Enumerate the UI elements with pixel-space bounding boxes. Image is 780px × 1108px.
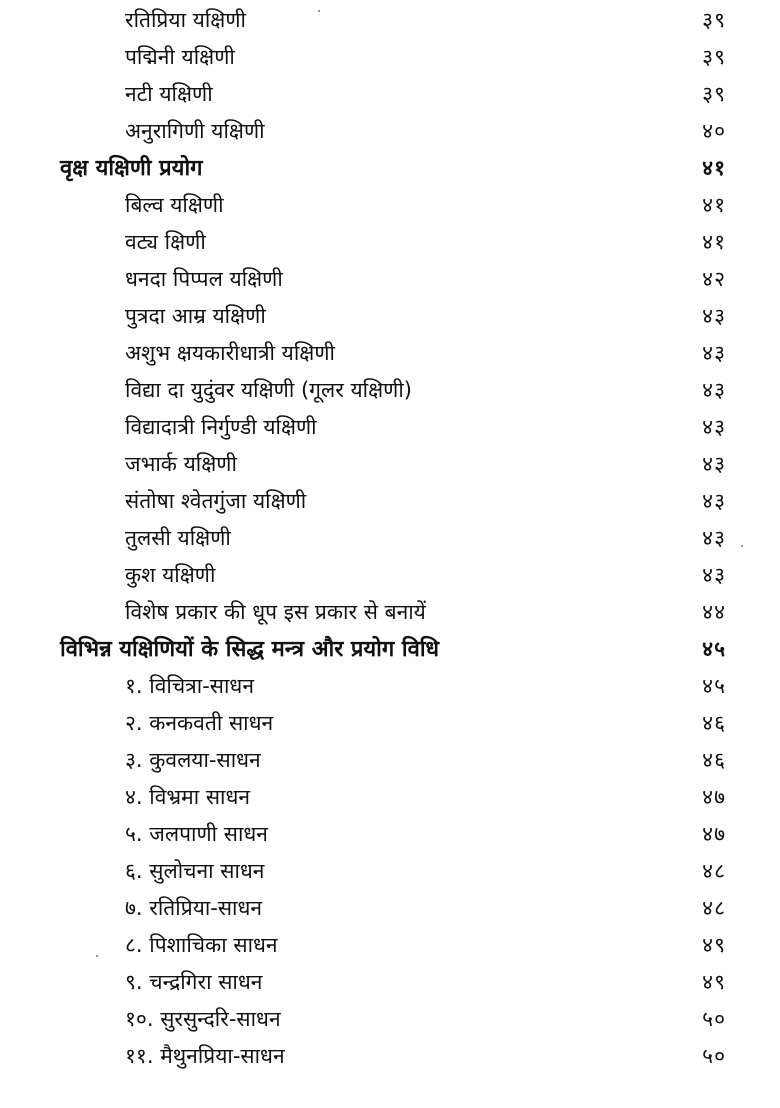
toc-entry xyxy=(0,409,780,446)
toc-entry-page-number: ४३ xyxy=(702,415,726,439)
toc-entry xyxy=(0,2,780,39)
toc-entry-page-number: ३९ xyxy=(702,8,726,32)
toc-section-heading xyxy=(0,631,780,668)
toc-entry-page-number: ४९ xyxy=(702,970,726,994)
toc-entry-title: विशेष प्रकार की धूप इस प्रकार से बनायें xyxy=(125,600,426,624)
toc-entry xyxy=(0,705,780,742)
toc-entry-page-number: ४१ xyxy=(702,193,726,217)
toc-entry-title: ३. कुवलया-साधन xyxy=(125,748,261,772)
toc-entry-page-number: ४८ xyxy=(702,896,726,920)
toc-entry-page-number: ४९ xyxy=(702,933,726,957)
toc-entry-page-number: ४३ xyxy=(702,378,726,402)
toc-entry-page-number: ४३ xyxy=(702,563,726,587)
toc-entry-title: जभार्क यक्षिणी xyxy=(125,452,237,476)
toc-entry xyxy=(0,261,780,298)
toc-entry-page-number: ४५ xyxy=(702,674,726,698)
toc-entry xyxy=(0,224,780,261)
toc-entry xyxy=(0,964,780,1001)
toc-entry xyxy=(0,113,780,150)
toc-entry xyxy=(0,520,780,557)
toc-entry-title: पुत्रदा आम्र यक्षिणी xyxy=(125,304,266,328)
toc-entry-page-number: ५० xyxy=(702,1044,726,1068)
toc-entry-page-number: ३९ xyxy=(702,45,726,69)
toc-entry-title: ५. जलपाणी साधन xyxy=(125,822,268,846)
toc-entry-page-number: ४७ xyxy=(702,822,726,846)
toc-entry xyxy=(0,483,780,520)
toc-entry-title: संतोषा श्वेतगुंजा यक्षिणी xyxy=(125,489,307,513)
toc-entry-page-number: ४३ xyxy=(702,452,726,476)
scan-speck xyxy=(741,545,743,547)
toc-entry-page-number: ४६ xyxy=(702,748,726,772)
toc-entry-title: विद्यादात्री निर्गुण्डी यक्षिणी xyxy=(125,415,317,439)
toc-entry-title: अशुभ क्षयकारीधात्री यक्षिणी xyxy=(125,341,335,365)
toc-entry-title: नटी यक्षिणी xyxy=(125,82,213,106)
toc-entry-title: वट्य क्षिणी xyxy=(125,230,206,254)
toc-entry-page-number: ४३ xyxy=(702,526,726,550)
toc-entry-title: तुलसी यक्षिणी xyxy=(125,526,231,550)
scan-speck xyxy=(318,10,320,12)
toc-entry xyxy=(0,668,780,705)
toc-entry-page-number: ४० xyxy=(702,119,726,143)
toc-entry-title: २. कनकवती साधन xyxy=(125,711,274,735)
toc-entry xyxy=(0,39,780,76)
toc-entry-page-number: ४४ xyxy=(702,600,726,624)
toc-entry-title: १०. सुरसुन्दरि-साधन xyxy=(125,1007,281,1031)
toc-entry xyxy=(0,927,780,964)
toc-entry xyxy=(0,816,780,853)
toc-entry-title: पद्मिनी यक्षिणी xyxy=(125,45,235,69)
toc-entry xyxy=(0,298,780,335)
toc-entry-title: ४. विभ्रमा साधन xyxy=(125,785,251,809)
toc-entry-page-number: ४३ xyxy=(702,341,726,365)
toc-entry xyxy=(0,1001,780,1038)
toc-entry-title: कुश यक्षिणी xyxy=(125,563,216,587)
toc-entry xyxy=(0,594,780,631)
toc-entry-page-number: ३९ xyxy=(702,82,726,106)
toc-entry xyxy=(0,446,780,483)
toc-entry xyxy=(0,372,780,409)
toc-entry xyxy=(0,742,780,779)
toc-entry-page-number: ५० xyxy=(702,1007,726,1031)
toc-entry xyxy=(0,187,780,224)
toc-entry-page-number: ४१ xyxy=(702,230,726,254)
toc-entry xyxy=(0,76,780,113)
toc-entry-title: विद्या दा युदुंवर यक्षिणी (गूलर यक्षिणी) xyxy=(125,378,412,402)
toc-section-page-number: ४१ xyxy=(702,156,726,180)
toc-section-heading xyxy=(0,150,780,187)
toc-section-page-number: ४५ xyxy=(702,637,726,661)
toc-entry xyxy=(0,557,780,594)
toc-entry xyxy=(0,890,780,927)
toc-section-title: विभिन्न यक्षिणियों के सिद्ध मन्त्र और प्रयोग विधि xyxy=(60,637,440,662)
toc-entry xyxy=(0,335,780,372)
toc-entry-page-number: ४३ xyxy=(702,304,726,328)
toc-entry-page-number: ४३ xyxy=(702,489,726,513)
toc-entry-title: ११. मैथुनप्रिया-साधन xyxy=(125,1044,285,1068)
toc-entry-title: ७. रतिप्रिया-साधन xyxy=(125,896,263,920)
toc-entry-title: धनदा पिप्पल यक्षिणी xyxy=(125,267,283,291)
toc-entry-title: ८. पिशाचिका साधन xyxy=(125,933,278,957)
toc-entry-title: १. विचित्रा-साधन xyxy=(125,674,254,698)
toc-entry-page-number: ४६ xyxy=(702,711,726,735)
scan-speck xyxy=(96,955,98,957)
toc-entry-title: अनुरागिणी यक्षिणी xyxy=(125,119,265,143)
toc-entry-title: ९. चन्द्रगिरा साधन xyxy=(125,970,263,994)
toc-entry xyxy=(0,1038,780,1075)
toc-entry-title: रतिप्रिया यक्षिणी xyxy=(125,8,246,32)
toc-entry-title: बिल्व यक्षिणी xyxy=(125,193,224,217)
toc-entry-page-number: ४२ xyxy=(702,267,726,291)
toc-entry xyxy=(0,779,780,816)
toc-entry-page-number: ४८ xyxy=(702,859,726,883)
toc-entry xyxy=(0,853,780,890)
toc-entry-title: ६. सुलोचना साधन xyxy=(125,859,265,883)
toc-entry-page-number: ४७ xyxy=(702,785,726,809)
toc-section-title: वृक्ष यक्षिणी प्रयोग xyxy=(60,156,203,181)
table-of-contents xyxy=(0,2,780,1075)
